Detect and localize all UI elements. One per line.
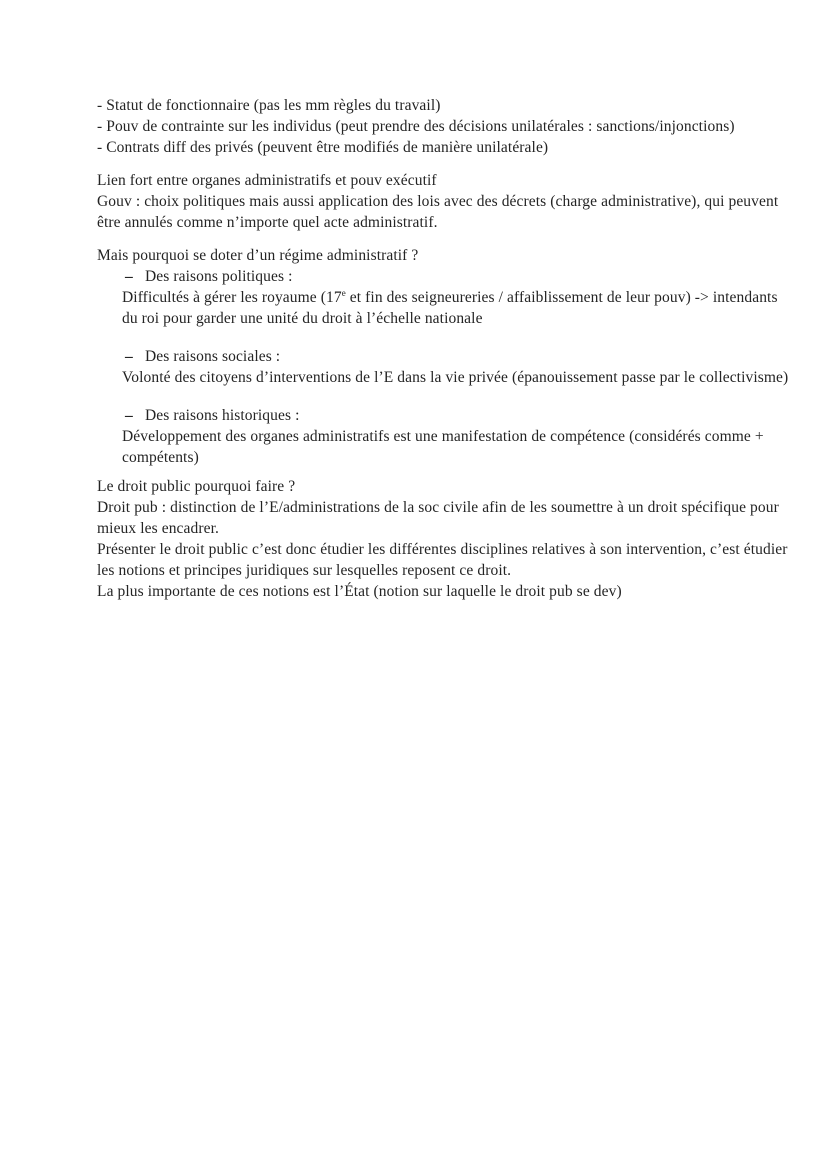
section-raisons-historiques — [97, 405, 764, 468]
bullet-raisons-politiques — [97, 266, 747, 287]
text-line: du roi pour garder une unité du droit à l’échelle nationale — [122, 310, 483, 327]
text-line: compétents) — [122, 449, 199, 466]
dash-bullet-icon: – — [125, 407, 133, 424]
section-regime-administratif — [97, 245, 778, 329]
bullet-label: Des raisons politiques : — [145, 268, 293, 285]
text-line: être annulés comme n’importe quel acte administratif. — [97, 214, 438, 231]
superscript-e: e — [341, 288, 346, 298]
text-line: mieux les encadrer. — [97, 520, 219, 537]
text-line: Volonté des citoyens d’interventions de l’E dans la vie privée (épanouissement passe par le collectivisme) — [122, 369, 789, 386]
text-line: Droit pub : distinction de l’E/administrations de la soc civile afin de les soumettre à un droit spécifique pour — [97, 499, 779, 516]
bullet-raisons-sociales — [97, 346, 747, 367]
text-segment: Difficultés à gérer les royaume (17 — [122, 289, 342, 306]
text-line: - Contrats diff des privés (peuvent être modifiés de manière unilatérale) — [97, 139, 549, 156]
paragraph-lien-executif — [97, 170, 779, 233]
text-line: Gouv : choix politiques mais aussi application des lois avec des décrets (charge administrative), qui peuvent — [97, 193, 779, 210]
text-line: - Statut de fonctionnaire (pas les mm règles du travail) — [97, 97, 441, 114]
dash-bullet-icon: – — [125, 348, 133, 365]
bullet-label: Des raisons sociales : — [145, 348, 281, 365]
document-page — [97, 95, 789, 614]
text-line: Lien fort entre organes administratifs et pouv exécutif — [97, 172, 437, 189]
bullet-body — [97, 287, 778, 329]
section-raisons-sociales — [97, 346, 789, 388]
text-line: Présenter le droit public c’est donc étudier les différentes disciplines relatives à son intervention, c’est étudier — [97, 541, 788, 558]
bullet-raisons-historiques — [97, 405, 747, 426]
paragraph-droit-public — [97, 476, 788, 602]
text-line: les notions et principes juridiques sur lesquelles reposent ce droit. — [97, 562, 512, 579]
text-line: Le droit public pourquoi faire ? — [97, 478, 296, 495]
bullet-body — [97, 367, 789, 388]
bullet-label: Des raisons historiques : — [145, 407, 300, 424]
dash-bullet-icon: – — [125, 268, 133, 285]
text-line: - Pouv de contrainte sur les individus (peut prendre des décisions unilatérales : sanctions/injonctions) — [97, 118, 735, 135]
text-line — [122, 287, 778, 308]
paragraph-statut — [97, 95, 747, 158]
bullet-body — [97, 426, 764, 468]
text-segment: et fin des seigneureries / affaiblissement de leur pouv) -> intendants — [345, 289, 778, 306]
question-heading: Mais pourquoi se doter d’un régime administratif ? — [97, 247, 419, 264]
text-line: La plus importante de ces notions est l’État (notion sur laquelle le droit pub se dev) — [97, 583, 622, 600]
text-line: Développement des organes administratifs est une manifestation de compétence (considérés comme + — [122, 428, 764, 445]
